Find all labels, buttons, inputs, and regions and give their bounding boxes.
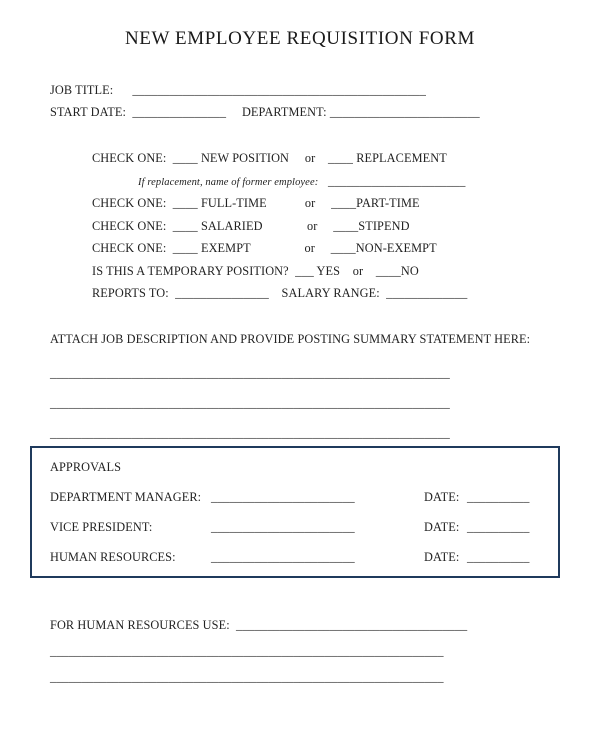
approvals-heading: APPROVALS: [50, 460, 122, 474]
attach-description-label: ATTACH JOB DESCRIPTION AND PROVIDE POSTING SUMMARY STATEMENT HERE:: [50, 332, 531, 346]
hr-use-blank-2: _______________________________________________________________: [50, 670, 444, 684]
description-blank-2: ________________________________________________________________: [50, 396, 450, 410]
reports-to-line: REPORTS TO: _______________ SALARY RANGE: _____________: [92, 286, 468, 300]
temporary-position-line: IS THIS A TEMPORARY POSITION? ___ YES or ____NO: [92, 264, 419, 278]
check-exempt-line: CHECK ONE: ____ EXEMPT or ____NON-EXEMPT: [92, 241, 437, 255]
check-time-line: CHECK ONE: ____ FULL-TIME or ____PART-TIME: [92, 196, 420, 210]
check-salary-line: CHECK ONE: ____ SALARIED or ____STIPEND: [92, 219, 410, 233]
department-manager-label: DEPARTMENT MANAGER:: [50, 490, 202, 504]
hr-use-blank-1: _______________________________________________________________: [50, 644, 444, 658]
vice-president-signature-blank: _______________________: [211, 520, 355, 534]
department-manager-date-blank: __________: [467, 490, 530, 504]
replacement-note: If replacement, name of former employee:: [138, 177, 319, 188]
human-resources-date-blank: __________: [467, 550, 530, 564]
hr-use-line: FOR HUMAN RESOURCES USE: _____________________________________: [50, 618, 468, 632]
human-resources-signature-blank: _______________________: [211, 550, 355, 564]
description-blank-3: ________________________________________________________________: [50, 426, 450, 440]
check-position-line: CHECK ONE: ____ NEW POSITION or ____ REPLACEMENT: [92, 151, 447, 165]
vice-president-label: VICE PRESIDENT:: [50, 520, 153, 534]
vice-president-date-label: DATE:: [424, 520, 460, 534]
vice-president-date-blank: __________: [467, 520, 530, 534]
department-manager-signature-blank: _______________________: [211, 490, 355, 504]
replacement-blank: ______________________: [328, 174, 466, 188]
department-manager-date-label: DATE:: [424, 490, 460, 504]
start-date-line: START DATE: _______________ DEPARTMENT: ________________________: [50, 105, 480, 119]
job-title-line: JOB TITLE: _______________________________________________: [50, 83, 426, 97]
description-blank-1: ________________________________________________________________: [50, 366, 450, 380]
human-resources-label: HUMAN RESOURCES:: [50, 550, 176, 564]
form-title: NEW EMPLOYEE REQUISITION FORM: [124, 28, 476, 49]
human-resources-date-label: DATE:: [424, 550, 460, 564]
